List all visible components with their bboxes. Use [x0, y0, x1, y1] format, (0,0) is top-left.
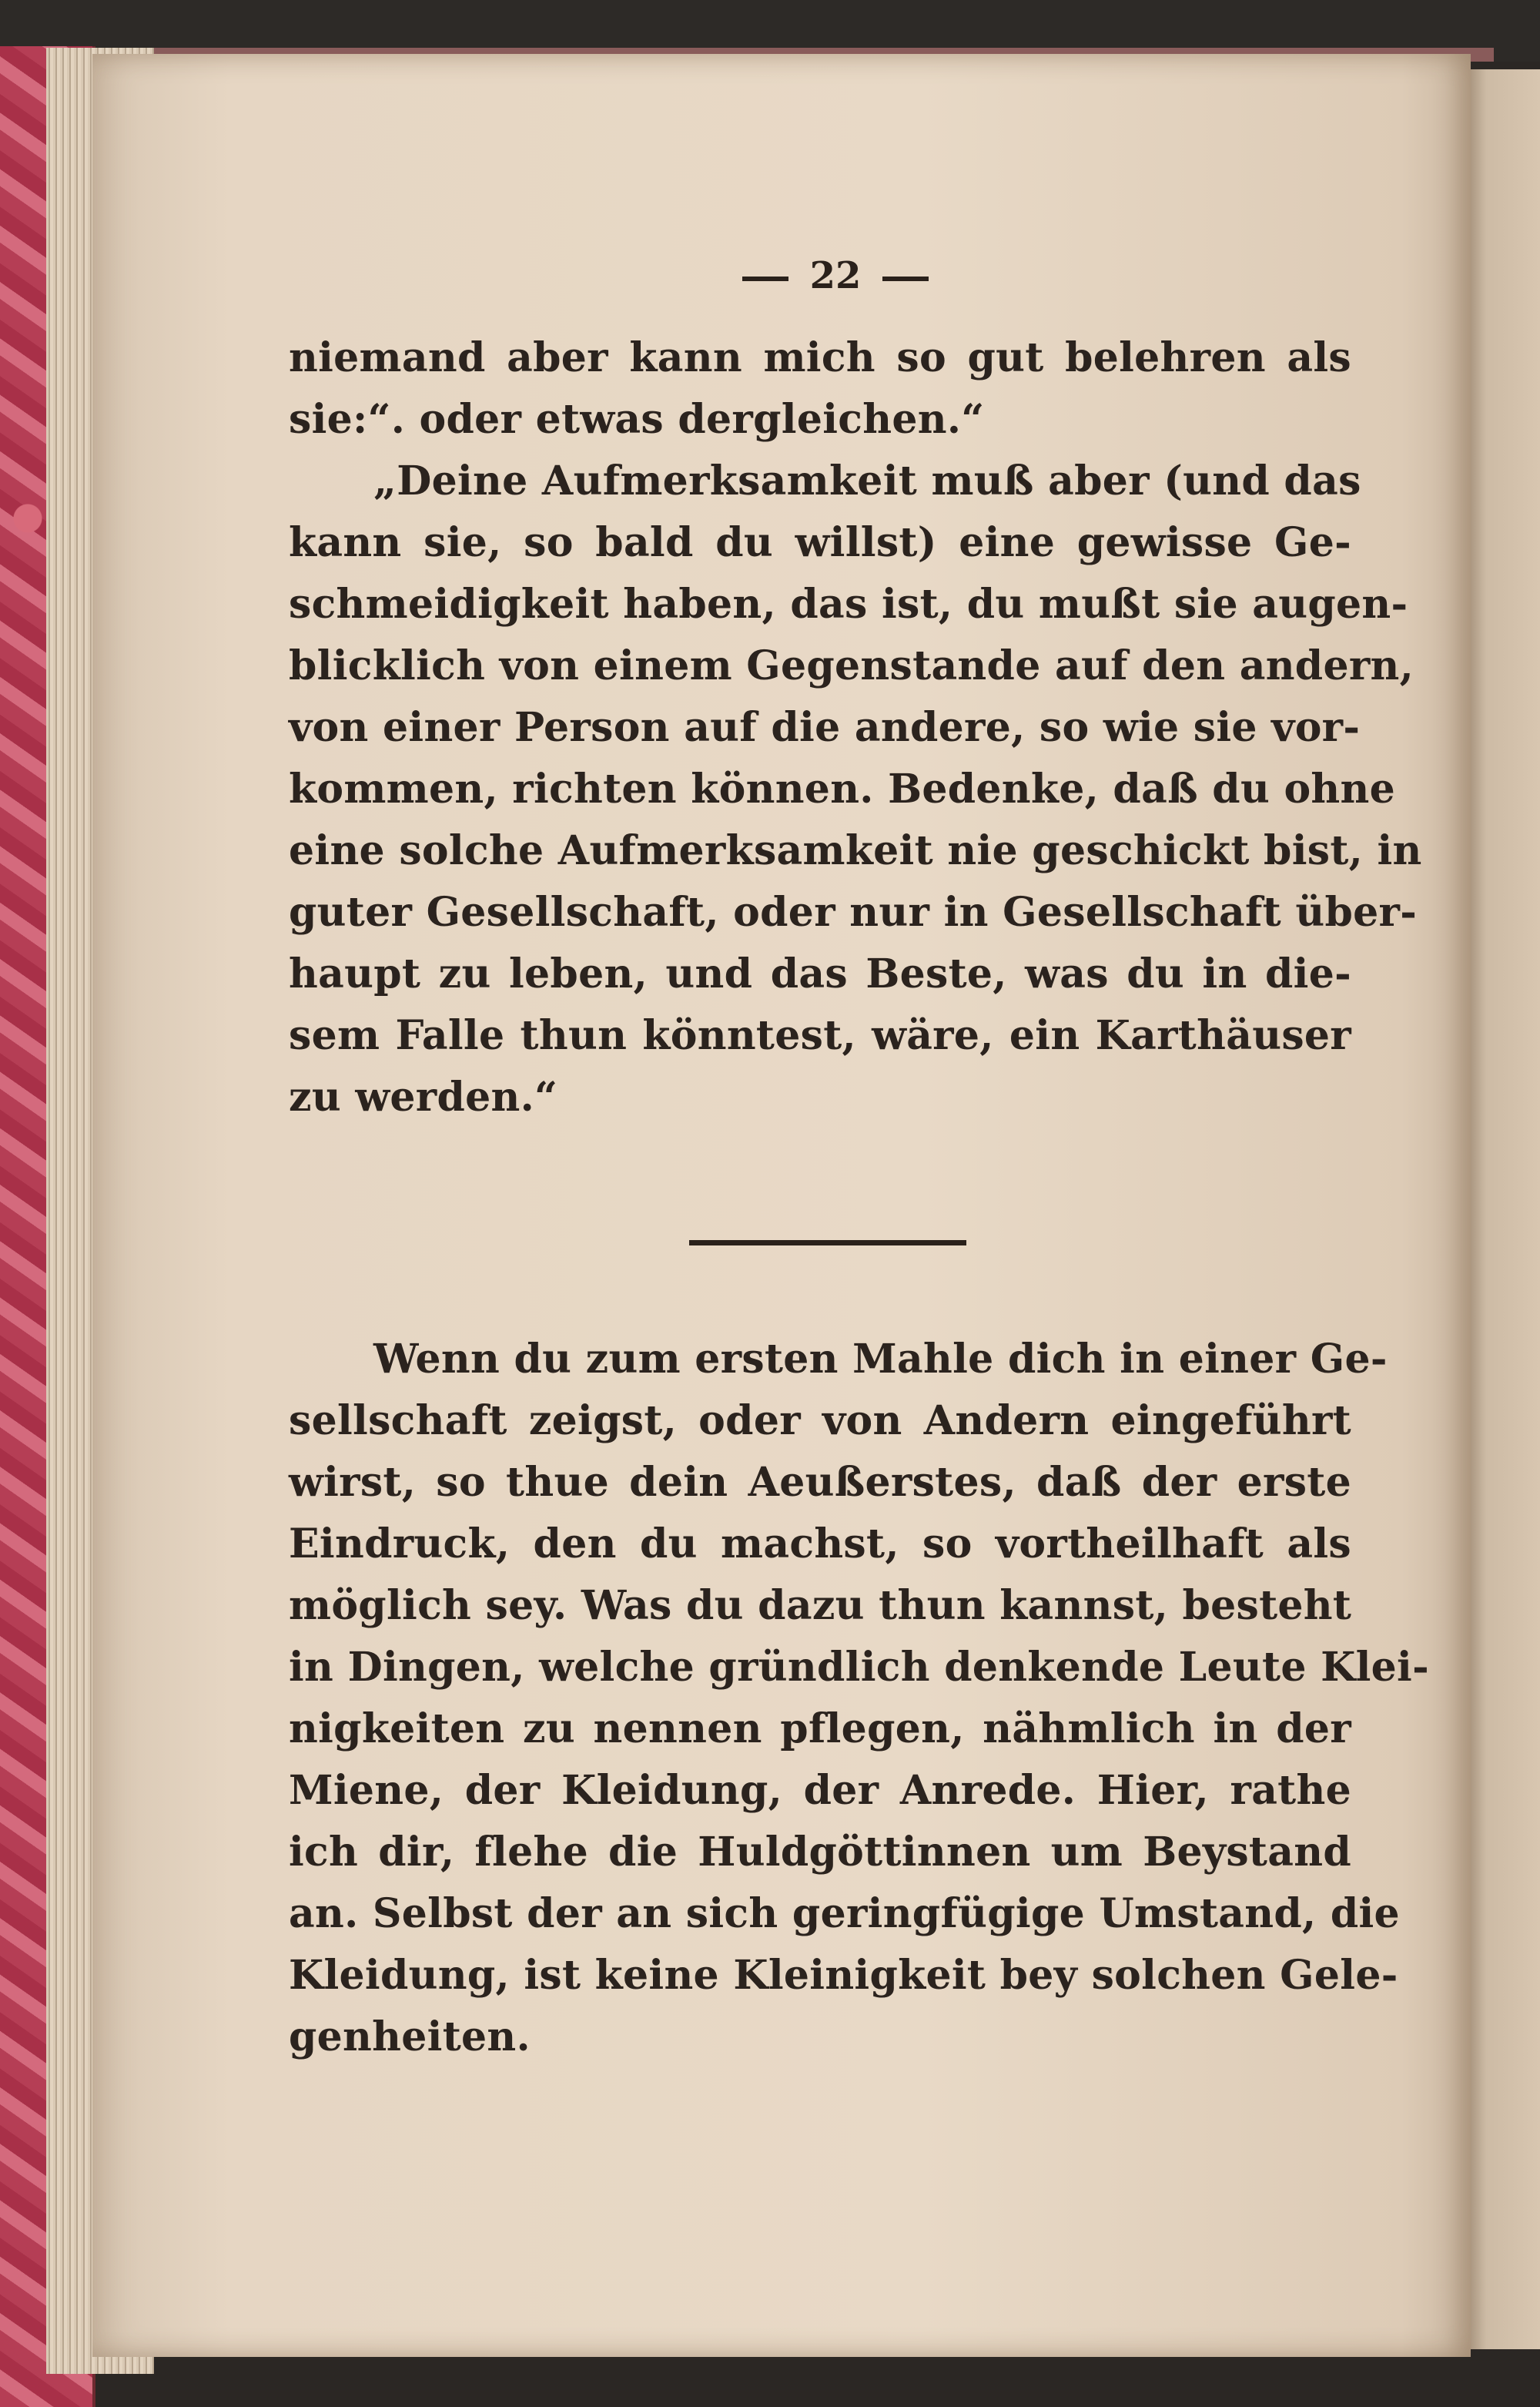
text-line: zu werden.“ — [289, 1074, 558, 1121]
text-line: von einer Person auf die andere, so wie sie vor- — [289, 704, 1361, 751]
text-line: haupt zu leben, und das Beste, was du in die- — [289, 950, 1351, 997]
text-line: kann sie, so bald du willst) eine gewisse Ge- — [289, 519, 1351, 566]
section-divider-rule — [689, 1240, 966, 1245]
paragraph-block-1 — [289, 327, 1422, 1128]
text-line: an. Selbst der an sich geringfügige Umstand, die — [289, 1890, 1400, 1937]
text-line: eine solche Aufmerksamkeit nie geschickt bist, in — [289, 827, 1422, 874]
right-dash — [882, 277, 929, 281]
text-line: schmeidigkeit haben, das ist, du mußt sie augen- — [289, 581, 1408, 628]
text-line: kommen, richten können. Bedenke, daß du ohne — [289, 766, 1396, 813]
text-line: „Deine Aufmerksamkeit muß aber (und das — [373, 458, 1361, 505]
text-line: Kleidung, ist keine Kleinigkeit bey solchen Gele- — [289, 1952, 1398, 1999]
paragraph-block-2 — [289, 1329, 1429, 2068]
text-line: sie:“. oder etwas dergleichen.“ — [289, 396, 985, 443]
top-band — [0, 0, 1540, 62]
text-line: sem Falle thun könntest, wäre, ein Karthäuser — [289, 1012, 1351, 1059]
text-line: genheiten. — [289, 2013, 531, 2060]
page-number — [708, 254, 962, 297]
text-line: möglich sey. Was du dazu thun kannst, besteht — [289, 1582, 1352, 1629]
text-line: niemand aber kann mich so gut belehren als — [289, 334, 1351, 381]
next-page-edge — [1463, 69, 1540, 2349]
left-dash — [742, 277, 788, 281]
text-line: Miene, der Kleidung, der Anrede. Hier, rathe — [289, 1767, 1351, 1814]
text-line: guter Gesellschaft, oder nur in Gesellschaft über- — [289, 889, 1418, 936]
text-line: in Dingen, welche gründlich denkende Leute Klei- — [289, 1644, 1429, 1691]
text-line: nigkeiten zu nennen pflegen, nähmlich in der — [289, 1705, 1351, 1752]
text-line: blicklich von einem Gegenstande auf den andern, — [289, 642, 1414, 689]
text-line: ich dir, flehe die Huldgöttinnen um Beystand — [289, 1829, 1351, 1876]
text-line: Wenn du zum ersten Mahle dich in einer Ge- — [373, 1336, 1388, 1383]
text-line: wirst, so thue dein Aeußerstes, daß der erste — [289, 1459, 1351, 1506]
page-number-text: 22 — [809, 254, 862, 297]
text-line: sellschaft zeigst, oder von Andern eingeführt — [289, 1397, 1351, 1444]
text-line: Eindruck, den du machst, so vortheilhaft als — [289, 1520, 1351, 1567]
